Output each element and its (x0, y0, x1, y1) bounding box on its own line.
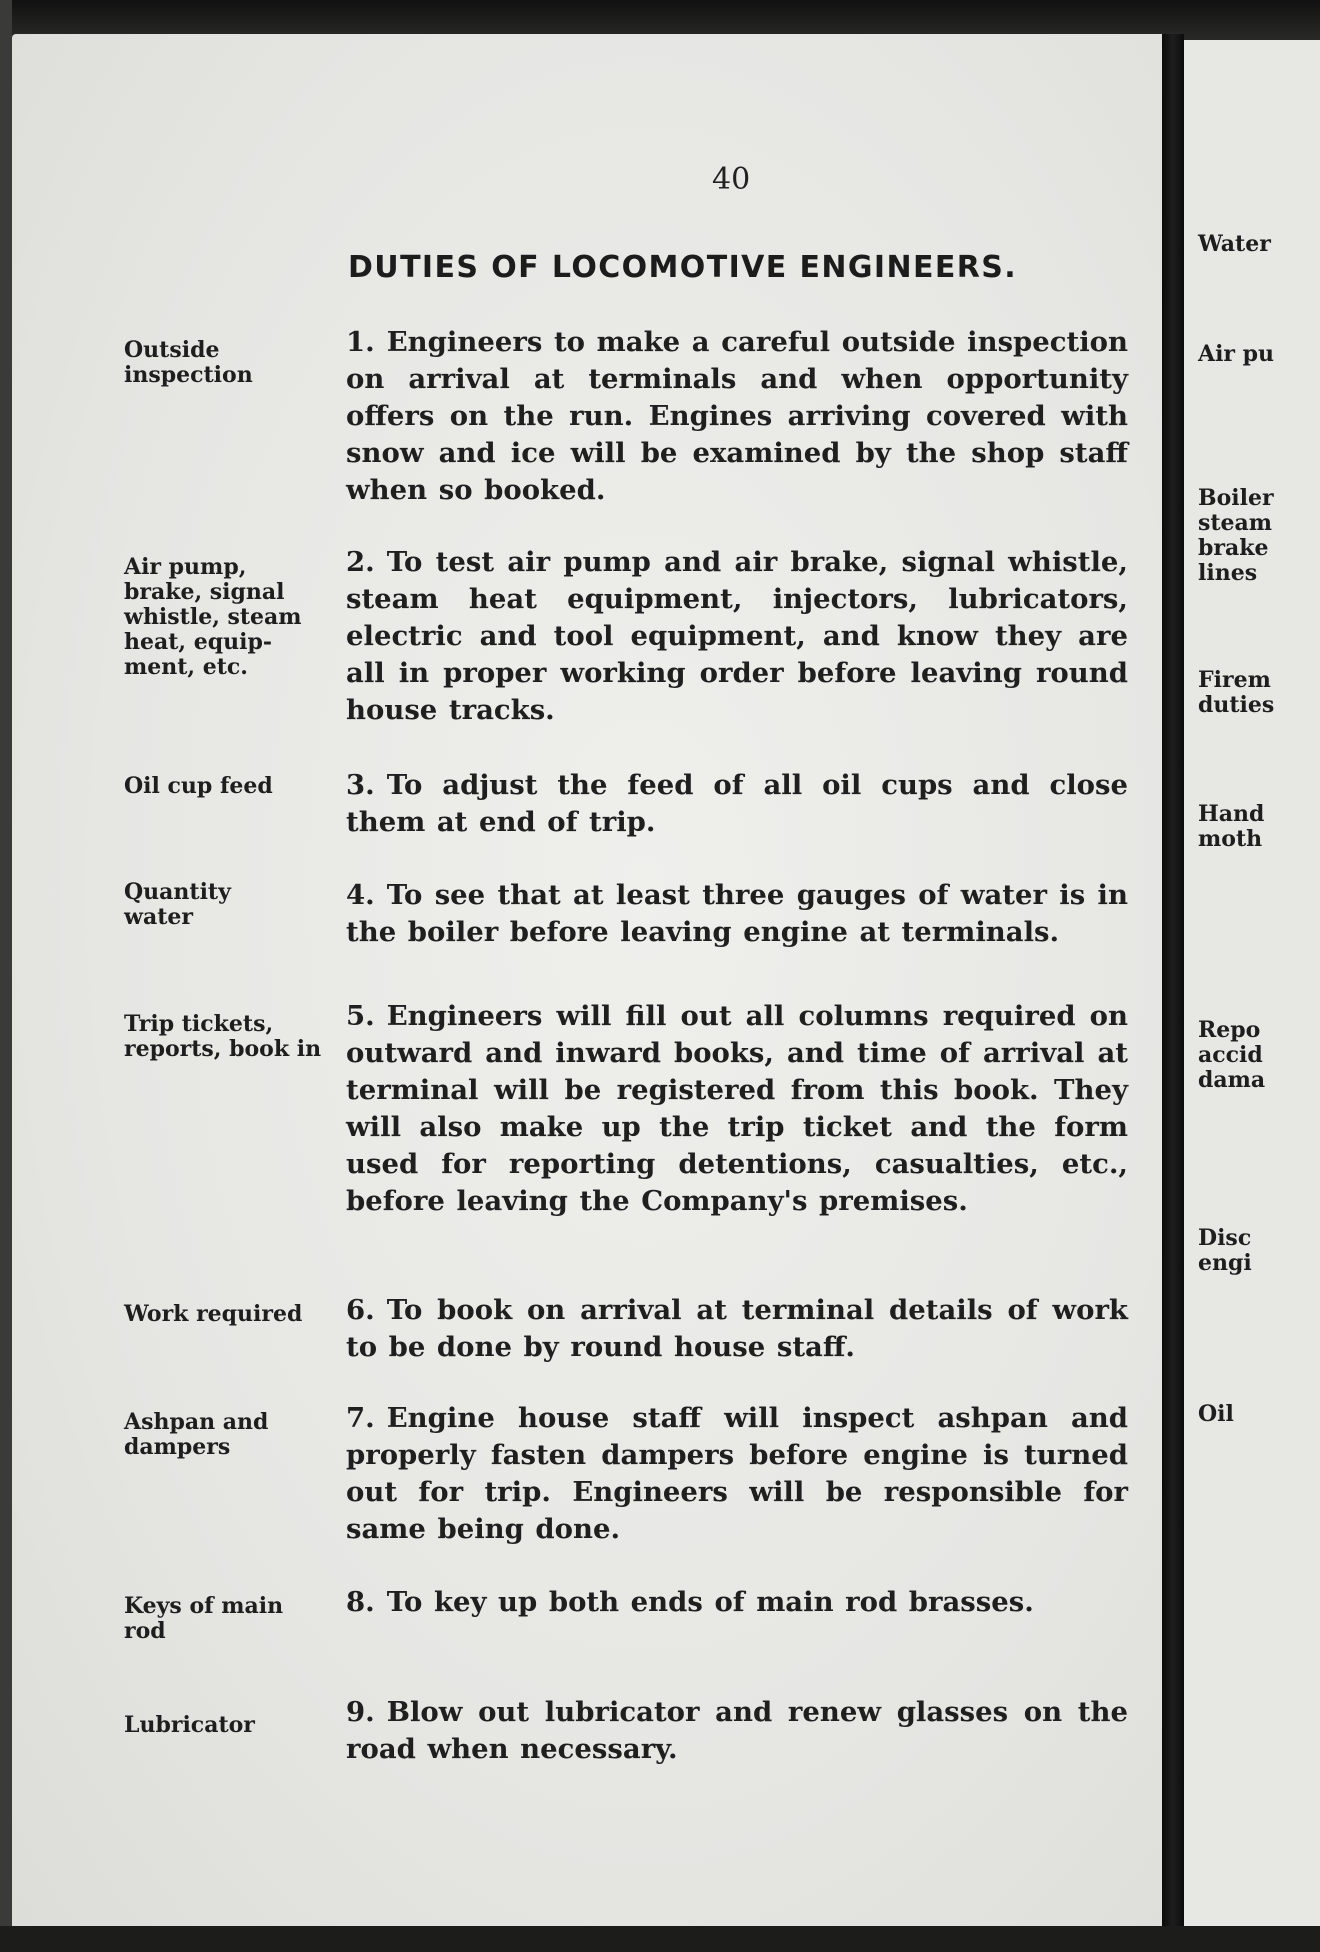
paragraph-7 (346, 1400, 1128, 1548)
margin-line: Hand (1198, 801, 1265, 827)
paragraph-1 (346, 324, 1128, 509)
margin-line: brake, signal (124, 579, 285, 605)
margin-line: accid (1198, 1042, 1263, 1068)
paragraph-8 (346, 1584, 1128, 1621)
margin-note-7 (124, 1410, 354, 1460)
margin-line: Ashpan and (124, 1409, 269, 1435)
margin-line: engi (1198, 1250, 1252, 1276)
adjacent-note-4 (1198, 668, 1320, 718)
paragraph-text: To test air pump and air brake, signal whistle, steam heat equipment, injectors, lubricators, electric and tool equipment, and know they are all in proper working order before leaving round house tracks. (346, 546, 1128, 726)
margin-line: Boiler (1198, 485, 1274, 511)
margin-line: whistle, steam (124, 604, 302, 630)
margin-note-2 (124, 555, 354, 680)
margin-line: ment, etc. (124, 654, 248, 680)
margin-line: Firem (1198, 667, 1271, 693)
margin-line: Trip tickets, (124, 1011, 274, 1037)
margin-note-6 (124, 1302, 354, 1327)
paragraph-number: 7. (346, 1402, 375, 1434)
margin-line: reports, book in (124, 1036, 322, 1062)
margin-line: Work required (124, 1301, 303, 1327)
paragraph-3 (346, 767, 1128, 841)
paragraph-number: 6. (346, 1294, 375, 1326)
margin-line: Air pump, (124, 554, 247, 580)
paragraph-text: Engineers to make a careful outside inspection on arrival at terminals and when opportunity offers on the run. Engines arriving covered with snow and ice will be examined by the shop staff when so booked. (346, 326, 1128, 506)
paragraph-text: Engine house staff will inspect ashpan and properly fasten dampers before engine is turned out for trip. Engineers will be responsible for same being done. (346, 1402, 1128, 1545)
margin-line: Outside (124, 337, 220, 363)
paragraph-number: 1. (346, 326, 375, 358)
adjacent-note-7 (1198, 1226, 1320, 1276)
margin-line: Oil cup feed (124, 773, 273, 799)
margin-line: dama (1198, 1067, 1266, 1093)
margin-note-9 (124, 1713, 354, 1738)
paragraph-number: 3. (346, 769, 375, 801)
margin-line: Quantity (124, 879, 231, 905)
margin-note-8 (124, 1594, 354, 1644)
margin-line: steam (1198, 510, 1273, 536)
margin-line: brake (1198, 535, 1269, 561)
paragraph-text: To key up both ends of main rod brasses. (386, 1586, 1034, 1618)
margin-note-4 (124, 880, 354, 930)
margin-note-5 (124, 1012, 354, 1062)
page-number: 40 (712, 162, 751, 197)
paragraph-number: 2. (346, 546, 375, 578)
margin-line: dampers (124, 1434, 231, 1460)
margin-line: Disc (1198, 1225, 1252, 1251)
adjacent-note-1 (1198, 232, 1320, 257)
margin-line: rod (124, 1618, 166, 1644)
margin-line: Water (1198, 231, 1271, 257)
adjacent-note-5 (1198, 802, 1320, 852)
margin-line: Air pu (1198, 341, 1275, 367)
paragraph-number: 5. (346, 1000, 375, 1032)
adjacent-note-8 (1198, 1402, 1320, 1427)
margin-line: moth (1198, 826, 1263, 852)
adjacent-note-2 (1198, 342, 1320, 367)
photo-bottom-edge (0, 1926, 1320, 1952)
paragraph-4 (346, 877, 1128, 951)
paragraph-text: Blow out lubricator and renew glasses on the road when necessary. (346, 1696, 1128, 1765)
page-title: DUTIES OF LOCOMOTIVE ENGINEERS. (348, 250, 1018, 285)
paragraph-5 (346, 998, 1128, 1220)
margin-line: lines (1198, 560, 1258, 586)
paragraph-text: To see that at least three gauges of water is in the boiler before leaving engine at terminals. (346, 879, 1128, 948)
paragraph-6 (346, 1292, 1128, 1366)
adjacent-page (1184, 40, 1320, 1930)
photo-left-edge (0, 0, 12, 1952)
margin-line: inspection (124, 362, 253, 388)
paragraph-number: 9. (346, 1696, 375, 1728)
margin-line: heat, equip- (124, 629, 272, 655)
paragraph-2 (346, 544, 1128, 729)
margin-line: Oil (1198, 1401, 1234, 1427)
margin-note-1 (124, 338, 354, 388)
margin-line: Repo (1198, 1017, 1261, 1043)
margin-line: Lubricator (124, 1712, 255, 1738)
book-spine (1162, 34, 1184, 1934)
book-page (12, 34, 1162, 1934)
paragraph-text: Engineers will fill out all columns required on outward and inward books, and time of arrival at terminal will be registered from this book. They will also make up the trip ticket and the form used for reporting detentions, casualties, etc., before leaving the Company's premises. (346, 1000, 1128, 1217)
margin-line: water (124, 904, 193, 930)
paragraph-number: 4. (346, 879, 375, 911)
paragraph-text: To book on arrival at terminal details of work to be done by round house staff. (346, 1294, 1128, 1363)
adjacent-note-3 (1198, 486, 1320, 586)
margin-line: duties (1198, 692, 1275, 718)
margin-note-3 (124, 774, 354, 799)
paragraph-text: To adjust the feed of all oil cups and close them at end of trip. (346, 769, 1128, 838)
paragraph-number: 8. (346, 1586, 375, 1618)
paragraph-9 (346, 1694, 1128, 1768)
adjacent-note-6 (1198, 1018, 1320, 1093)
margin-line: Keys of main (124, 1593, 284, 1619)
